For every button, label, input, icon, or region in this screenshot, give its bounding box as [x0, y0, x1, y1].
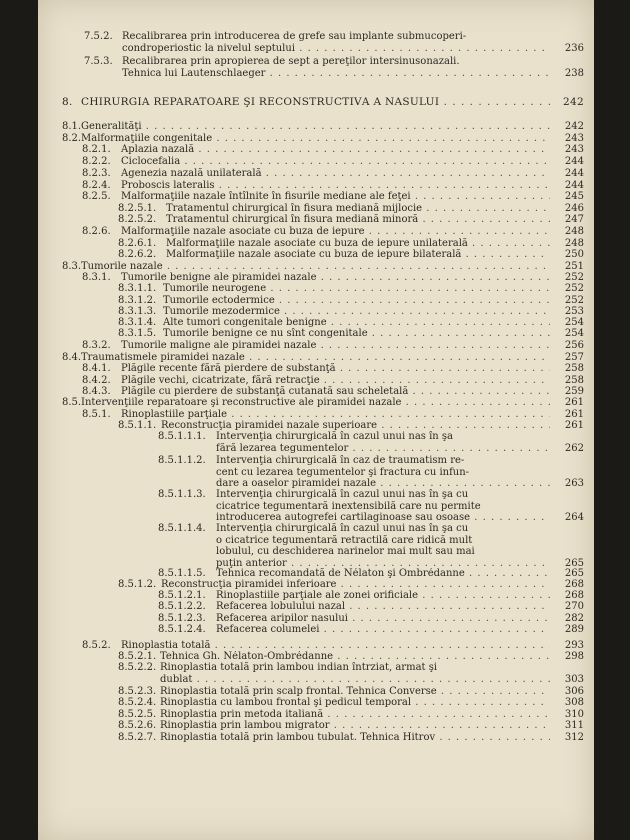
- page-number: 250: [564, 249, 584, 260]
- section-number: 8.5.1.1.1.: [158, 431, 206, 442]
- section-title-line: Proboscis lateralis . . .: [121, 180, 550, 192]
- section-title-line: Tehnica lui Lautenschlaeger . . .: [122, 68, 550, 80]
- page-number: 298: [564, 651, 584, 662]
- section-number: 8.: [62, 96, 73, 108]
- page-number: 261: [564, 409, 584, 420]
- section-title: [161, 579, 550, 591]
- section-title-line: Generalităţi . . .: [81, 121, 550, 133]
- section-title: [216, 624, 550, 636]
- section-title: [166, 249, 550, 261]
- section-number: 8.1.: [62, 121, 82, 132]
- section-title: [81, 261, 550, 273]
- section-title: [160, 697, 550, 709]
- section-title-line: Intervenţia chirurgicală în cazul unui nas în şa: [216, 431, 454, 442]
- section-title-line: Aplazia nazală . . .: [121, 144, 550, 156]
- section-number: 8.3.2.: [82, 340, 111, 351]
- section-number: 8.2.5.2.: [118, 214, 157, 225]
- section-title: [160, 686, 550, 698]
- page-number: 248: [564, 226, 584, 237]
- section-title-line: Tumorile nazale . . .: [81, 261, 550, 273]
- section-title-line: Rinoplastia totală prin scalp frontal. Tehnica Converse . . .: [160, 686, 550, 698]
- section-title: [121, 156, 550, 168]
- section-number: 8.4.: [62, 352, 82, 363]
- section-number: 8.2.: [62, 133, 82, 144]
- section-number: 7.5.3.: [84, 56, 113, 67]
- section-title: [81, 97, 550, 109]
- section-title: [160, 662, 550, 685]
- section-title: [160, 732, 550, 744]
- section-title: [122, 56, 550, 79]
- page-number: 311: [564, 720, 584, 731]
- section-title-line: Malformaţiile nazale asociate cu buza de iepure bilaterală . . .: [166, 249, 550, 261]
- section-title: [216, 431, 550, 454]
- section-title: [216, 601, 550, 613]
- section-title: [166, 214, 550, 226]
- section-title-line: Rinoplastia prin metoda italiană . . .: [160, 709, 550, 721]
- section-title-line: Tratamentul chirurgical în fisura mediană minoră . . .: [166, 214, 550, 226]
- section-title: [122, 31, 550, 54]
- section-title-line: fără lezarea tegumentelor . . .: [216, 443, 550, 455]
- section-title-line: o cicatrice tegumentară retractilă care ridică mult: [216, 534, 473, 546]
- page-number: 248: [564, 238, 584, 249]
- section-number: 8.2.4.: [82, 180, 111, 191]
- section-title-line: cicatrice tegumentară inextensibilă care nu permite: [216, 500, 481, 512]
- section-title: [121, 272, 550, 284]
- section-number: 8.2.6.2.: [118, 249, 157, 260]
- section-number: 8.4.3.: [82, 386, 111, 397]
- book-page: [38, 0, 594, 840]
- section-title-line: Tumorile maligne ale piramidei nazale . . .: [121, 340, 550, 352]
- page-number: 238: [564, 67, 584, 79]
- section-number: 8.5.2.: [82, 640, 111, 651]
- section-title: [121, 386, 550, 398]
- section-title-line: Plăgile cu pierdere de substanţă cutanată sau scheletală . . .: [121, 386, 550, 398]
- section-title-line: Intervenţia chirurgicală în cazul unui nas în şa cu: [216, 523, 469, 534]
- section-title: [163, 295, 550, 307]
- section-title: [166, 238, 550, 250]
- page-number: 245: [564, 191, 584, 202]
- section-title-line: Intervenţia chirurgicală în cazul unui nas în şa cu: [216, 489, 469, 500]
- section-title-line: Malformaţiile nazale întîlnite în fisurile mediane ale feţei . . .: [121, 191, 550, 203]
- section-title-line: Malformaţiile nazale asociate cu buza de iepure . . .: [121, 226, 550, 238]
- section-number: 8.5.2.2.: [118, 662, 157, 673]
- section-title: [81, 352, 550, 364]
- section-title: [163, 317, 550, 329]
- page-number: 312: [564, 732, 584, 743]
- section-number: 8.5.1.1.: [118, 420, 157, 431]
- page-number: 258: [564, 363, 584, 374]
- page-number: 265: [564, 557, 584, 569]
- section-title: [216, 523, 550, 569]
- section-title-line: Recalibrarea prin introducerea de grefe sau implante submucoperi-: [122, 31, 467, 42]
- section-number: 8.2.6.: [82, 226, 111, 237]
- section-title-line: Rinoplastia totală prin lambou tubulat. Tehnica Hitrov . . .: [160, 732, 550, 744]
- page-number: 289: [564, 624, 584, 635]
- page-number: 268: [564, 579, 584, 590]
- page-number: 268: [564, 590, 584, 601]
- section-title: [160, 709, 550, 721]
- section-title-line: Tratamentul chirurgical în fisura mediană mijlocie . . .: [166, 203, 550, 215]
- page-number: 252: [564, 283, 584, 294]
- section-title-line: Tumorile neurogene . . .: [163, 283, 550, 295]
- section-title-line: Intervenţia chirurgicală în caz de traumatism re-: [216, 455, 465, 466]
- section-title-line: Alte tumori congenitale benigne . . .: [163, 317, 550, 329]
- section-number: 8.4.1.: [82, 363, 111, 374]
- section-number: 8.5.2.6.: [118, 720, 157, 731]
- page-number: 244: [564, 168, 584, 179]
- section-title-line: Malformaţiile congenitale . . .: [81, 133, 550, 145]
- page-number: 259: [564, 386, 584, 397]
- page-number: 310: [564, 709, 584, 720]
- page-number: 257: [564, 352, 584, 363]
- section-title: [166, 203, 550, 215]
- section-title-line: Tehnica Gh. Nélaton-Ombrédanne . . .: [160, 651, 550, 663]
- section-title: [121, 226, 550, 238]
- page-number: 243: [564, 144, 584, 155]
- section-title-line: Recalibrarea prin apropierea de sept a pereţilor intersinusonazali.: [122, 56, 460, 67]
- section-title-line: cent cu lezarea tegumentelor şi fractura cu infun-: [216, 466, 470, 478]
- section-title-line: Agenezia nazală unilaterală . . .: [121, 168, 550, 180]
- section-title: [81, 133, 550, 145]
- section-title-line: Traumatismele piramidei nazale . . .: [81, 352, 550, 364]
- page-number: 265: [564, 568, 584, 579]
- section-number: 8.2.5.: [82, 191, 111, 202]
- section-title-line: Rinoplastia prin lambou migrator . . .: [160, 720, 550, 732]
- section-number: 8.5.1.: [82, 409, 111, 420]
- section-title-line: introducerea autogrefei cartilaginoase sau osoase . . .: [216, 512, 550, 524]
- section-title: [81, 121, 550, 133]
- section-number: 8.2.5.1.: [118, 203, 157, 214]
- section-title: [160, 720, 550, 732]
- section-title-line: Rinoplastia totală . . .: [121, 640, 550, 652]
- section-number: 8.5.1.2.1.: [158, 590, 206, 601]
- page-number: 244: [564, 156, 584, 167]
- section-title-line: lobulul, cu deschiderea narinelor mai mult sau mai: [216, 546, 475, 557]
- section-title: [121, 180, 550, 192]
- table-of-contents: [38, 0, 594, 840]
- section-title: [216, 489, 550, 524]
- section-number: 8.5.1.2.4.: [158, 624, 206, 635]
- section-title-line: Rinoplastia totală prin lambou indian întrziat, armat şi: [160, 662, 438, 673]
- section-number: 8.3.1.2.: [118, 295, 157, 306]
- section-title: [163, 283, 550, 295]
- page-number: 254: [564, 328, 584, 339]
- page-number: 303: [564, 673, 584, 685]
- section-title-line: Refacerea columelei . . .: [216, 624, 550, 636]
- page-number: 236: [564, 42, 584, 54]
- page-number: 243: [564, 133, 584, 144]
- section-title: [81, 397, 550, 409]
- page-number: 242: [563, 96, 584, 108]
- section-number: 8.5.2.5.: [118, 709, 157, 720]
- section-title-line: Tumorile mezodermice . . .: [163, 306, 550, 318]
- section-title: [216, 568, 550, 580]
- page-number: 308: [564, 697, 584, 708]
- section-title-line: dare a oaselor piramidei nazale . . .: [216, 478, 550, 490]
- section-number: 8.3.1.3.: [118, 306, 157, 317]
- page-number: 242: [564, 121, 584, 132]
- page-number: 252: [564, 272, 584, 283]
- page-number: 270: [564, 601, 584, 612]
- section-title: [121, 168, 550, 180]
- section-title-line: Plăgile recente fără pierdere de substanţă . . .: [121, 363, 550, 375]
- page-number: 253: [564, 306, 584, 317]
- page-number: 264: [564, 512, 584, 523]
- section-number: 8.5.2.7.: [118, 732, 157, 743]
- section-number: 8.5.2.1.: [118, 651, 157, 662]
- section-title-line: Rinoplastiile parţiale . . .: [121, 409, 550, 421]
- section-title: [121, 640, 550, 652]
- section-number: 8.2.3.: [82, 168, 111, 179]
- section-number: 8.5.1.1.3.: [158, 489, 206, 500]
- page-number: 244: [564, 180, 584, 191]
- section-title: [121, 375, 550, 387]
- section-number: 8.5.1.1.4.: [158, 523, 206, 534]
- section-title: [216, 613, 550, 625]
- section-title: [161, 420, 550, 432]
- section-title: [216, 455, 550, 490]
- section-title-line: Ciclocefalia . . .: [121, 156, 550, 168]
- section-number: 8.2.2.: [82, 156, 111, 167]
- section-title: [160, 651, 550, 663]
- section-number: 8.5.1.2.2.: [158, 601, 206, 612]
- page-number: 262: [564, 442, 584, 454]
- section-number: 7.5.2.: [84, 31, 113, 42]
- section-title-line: Refacerea aripilor nasului . . .: [216, 613, 550, 625]
- page-number: 261: [564, 397, 584, 408]
- section-title-line: Rinoplastiile parţiale ale zonei orificiale . . .: [216, 590, 550, 602]
- section-title: [121, 144, 550, 156]
- section-title: [163, 306, 550, 318]
- section-number: 8.5.1.2.: [118, 579, 157, 590]
- section-title-line: Malformaţiile nazale asociate cu buza de iepure unilaterală . . .: [166, 238, 550, 250]
- section-title-line: Tumorile benigne ale piramidei nazale . . .: [121, 272, 550, 284]
- section-number: 8.2.6.1.: [118, 238, 157, 249]
- page-number: 256: [564, 340, 584, 351]
- page-number: 252: [564, 295, 584, 306]
- section-number: 8.2.1.: [82, 144, 111, 155]
- section-number: 8.3.: [62, 261, 82, 272]
- page-number: 254: [564, 317, 584, 328]
- section-number: 8.5.: [62, 397, 82, 408]
- section-title-line: Refacerea lobulului nazal . . .: [216, 601, 550, 613]
- section-title: [121, 340, 550, 352]
- section-number: 8.5.1.1.5.: [158, 568, 206, 579]
- section-number: 8.5.1.1.2.: [158, 455, 206, 466]
- section-title-line: Tumorile benigne ce nu sînt congenitale . . .: [163, 328, 550, 340]
- section-number: 8.4.2.: [82, 375, 111, 386]
- section-title-line: Tumorile ectodermice . . .: [163, 295, 550, 307]
- section-title-line: puţin anterior . . .: [216, 558, 550, 570]
- section-number: 8.3.1.1.: [118, 283, 157, 294]
- section-title-line: Tehnica recomandată de Nélaton şi Ombrédanne . . .: [216, 568, 550, 580]
- section-number: 8.5.1.2.3.: [158, 613, 206, 624]
- section-number: 8.3.1.: [82, 272, 111, 283]
- page-number: 258: [564, 375, 584, 386]
- section-title-line: condroperiostic la nivelul septului . . .: [122, 43, 550, 55]
- section-number: 8.5.2.3.: [118, 686, 157, 697]
- section-title-line: dublat . . .: [160, 674, 550, 686]
- page-number: 282: [564, 613, 584, 624]
- section-title-line: CHIRURGIA REPARATOARE ŞI RECONSTRUCTIVĂ A NASULUI . . .: [81, 97, 550, 109]
- page-number: 246: [564, 203, 584, 214]
- page-number: 293: [564, 640, 584, 651]
- section-title: [121, 363, 550, 375]
- section-title-line: Plăgile vechi, cicatrizate, fără retracţie . . .: [121, 375, 550, 387]
- section-number: 8.3.1.5.: [118, 328, 157, 339]
- section-title: [216, 590, 550, 602]
- section-number: 8.5.2.4.: [118, 697, 157, 708]
- section-title: [121, 409, 550, 421]
- page-number: 261: [564, 420, 584, 431]
- section-title-line: Rinoplastia cu lambou frontal şi pedicul temporal . . .: [160, 697, 550, 709]
- section-title: [163, 328, 550, 340]
- section-title-line: Reconstrucţia piramidei inferioare . . .: [161, 579, 550, 591]
- page-number: 263: [564, 478, 584, 489]
- section-number: 8.3.1.4.: [118, 317, 157, 328]
- page-number: 251: [564, 261, 584, 272]
- section-title: [121, 191, 550, 203]
- section-title-line: Intervenţiile reparatoare şi reconstructive ale piramidei nazale . . .: [81, 397, 550, 409]
- section-title-line: Reconstrucţia piramidei nazale superioare . . .: [161, 420, 550, 432]
- page-number: 306: [564, 686, 584, 697]
- page-number: 247: [564, 214, 584, 225]
